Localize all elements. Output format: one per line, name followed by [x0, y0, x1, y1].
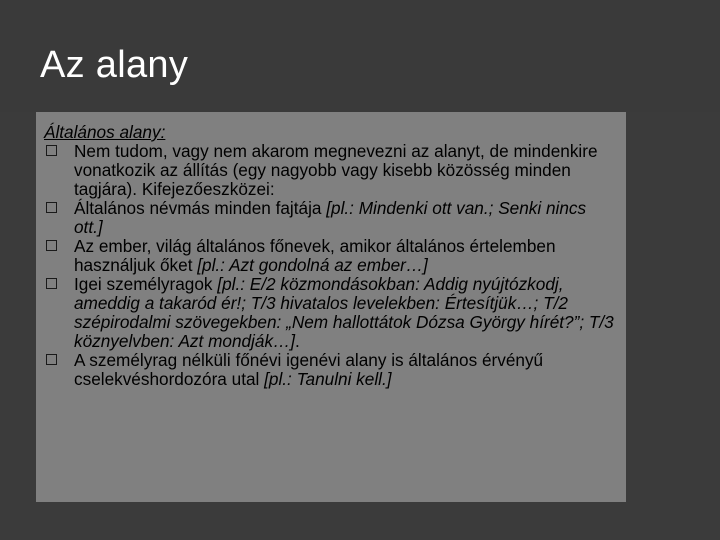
bullet-text [74, 142, 619, 199]
bullet-text-part: Az ember, világ általános főnevek, amikor általános értelemben használjuk őket [74, 236, 556, 275]
square-bullet-icon [46, 278, 57, 289]
square-bullet-icon [46, 202, 57, 213]
example-text: [pl.: Mindenki ott van.; Senki nincs ott.] [74, 198, 587, 237]
bullet-item [44, 237, 619, 275]
bullet-text-part: A személyrag nélküli főnévi igenévi alany is általános érvényű cselekvéshordozóra utal [74, 350, 544, 389]
bullet-text-part: Igei személyragok [74, 274, 218, 294]
square-bullet-icon [46, 145, 57, 156]
content-body [44, 123, 619, 389]
bullet-text [74, 199, 619, 237]
example-text: [pl.: E/2 közmondásokban: Addig nyújtózkodj, ameddig a takaród ér!; T/3 hivatalos levelekben: Értesítjük…; T/2 szépirodalmi szövegekben: „Nem hallottátok Dózsa György hírét?”; T/3 köznyelvben: Azt mondják…] [74, 274, 614, 351]
square-bullet-icon [46, 354, 57, 365]
bullet-text [74, 275, 619, 351]
section-heading: Általános alany: [44, 122, 166, 142]
bullet-text [74, 237, 619, 275]
slide-title: Az alany [40, 44, 189, 86]
bullet-item [44, 275, 619, 351]
bullet-text [74, 351, 619, 389]
bullet-item [44, 351, 619, 389]
bullet-item [44, 142, 619, 199]
example-text: [pl.: Azt gondolná az ember…] [197, 255, 428, 275]
example-text: [pl.: Tanulni kell.] [264, 369, 392, 389]
bullet-list [44, 142, 619, 389]
bullet-item [44, 199, 619, 237]
bullet-text-part: . [295, 331, 300, 351]
bullet-text-part: Általános névmás minden fajtája [74, 198, 327, 218]
square-bullet-icon [46, 240, 57, 251]
bullet-text-part: Nem tudom, vagy nem akarom megnevezni az alanyt, de mindenkire vonatkozik az állítás (egy nagyobb vagy kisebb közösség minden tagjára). Kifejezőeszközei: [74, 141, 598, 199]
